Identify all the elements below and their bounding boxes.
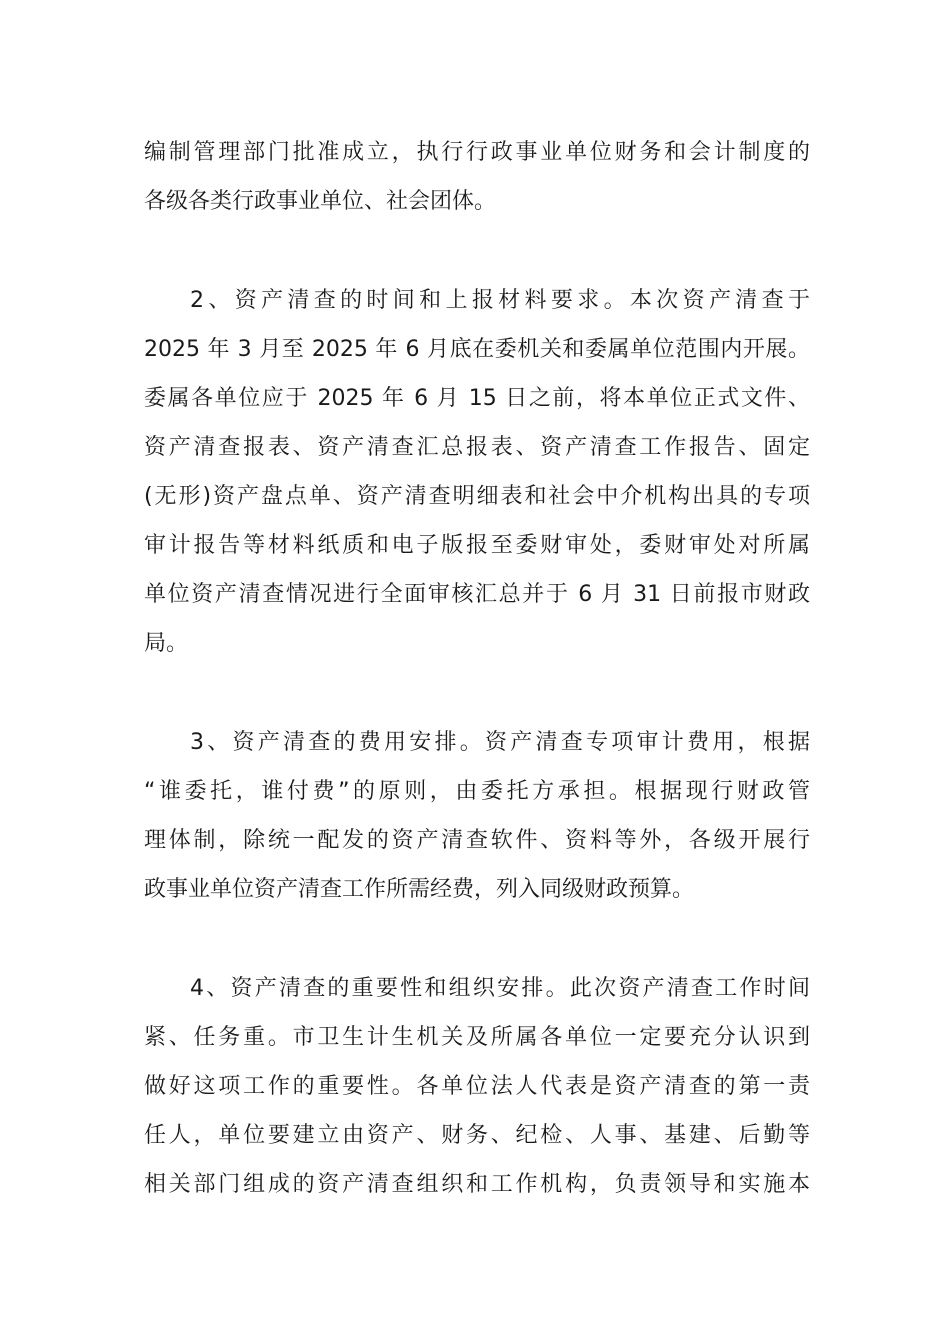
paragraph-4-line-5: 相关部门组成的资产清查组织和工作机构，负责领导和实施本 (144, 1172, 810, 1197)
paragraph-2-line-8: 局。 (144, 631, 189, 656)
paragraph-2-line-6: 审计报告等材料纸质和电子版报至委财审处，委财审处对所属 (144, 533, 810, 558)
paragraph-3-line-3: 理体制，除统一配发的资产清查软件、资料等外，各级开展行 (144, 828, 810, 853)
paragraph-2-line-1: 2、资产清查的时间和上报材料要求。本次资产清查于 (190, 288, 810, 313)
paragraph-2-line-2: 2025 年 3 月至 2025 年 6 月底在委机关和委属单位范围内开展。 (144, 337, 810, 362)
paragraph-2-line-4: 资产清查报表、资产清查汇总报表、资产清查工作报告、固定 (144, 435, 810, 460)
paragraph-4-line-1: 4、资产清查的重要性和组织安排。此次资产清查工作时间 (190, 976, 810, 1001)
paragraph-2-line-3: 委属各单位应于 2025 年 6 月 15 日之前，将本单位正式文件、 (144, 386, 810, 411)
paragraph-1-line-1: 编制管理部门批准成立，执行行政事业单位财务和会计制度的 (144, 140, 810, 165)
paragraph-4-line-4: 任人，单位要建立由资产、财务、纪检、人事、基建、后勤等 (144, 1123, 810, 1148)
paragraph-3-line-4: 政事业单位资产清查工作所需经费，列入同级财政预算。 (144, 877, 695, 902)
paragraph-3-line-1: 3、资产清查的费用安排。资产清查专项审计费用，根据 (190, 730, 810, 755)
paragraph-3-line-2: “谁委托，谁付费”的原则，由委托方承担。根据现行财政管 (144, 779, 810, 804)
paragraph-4-line-2: 紧、任务重。市卫生计生机关及所属各单位一定要充分认识到 (144, 1025, 810, 1050)
paragraph-1-line-2: 各级各类行政事业单位、社会团体。 (144, 189, 497, 214)
paragraph-4-line-3: 做好这项工作的重要性。各单位法人代表是资产清查的第一责 (144, 1074, 810, 1099)
paragraph-2-line-5: (无形)资产盘点单、资产清查明细表和社会中介机构出具的专项 (144, 484, 810, 509)
paragraph-2-line-7: 单位资产清查情况进行全面审核汇总并于 6 月 31 日前报市财政 (144, 582, 810, 607)
